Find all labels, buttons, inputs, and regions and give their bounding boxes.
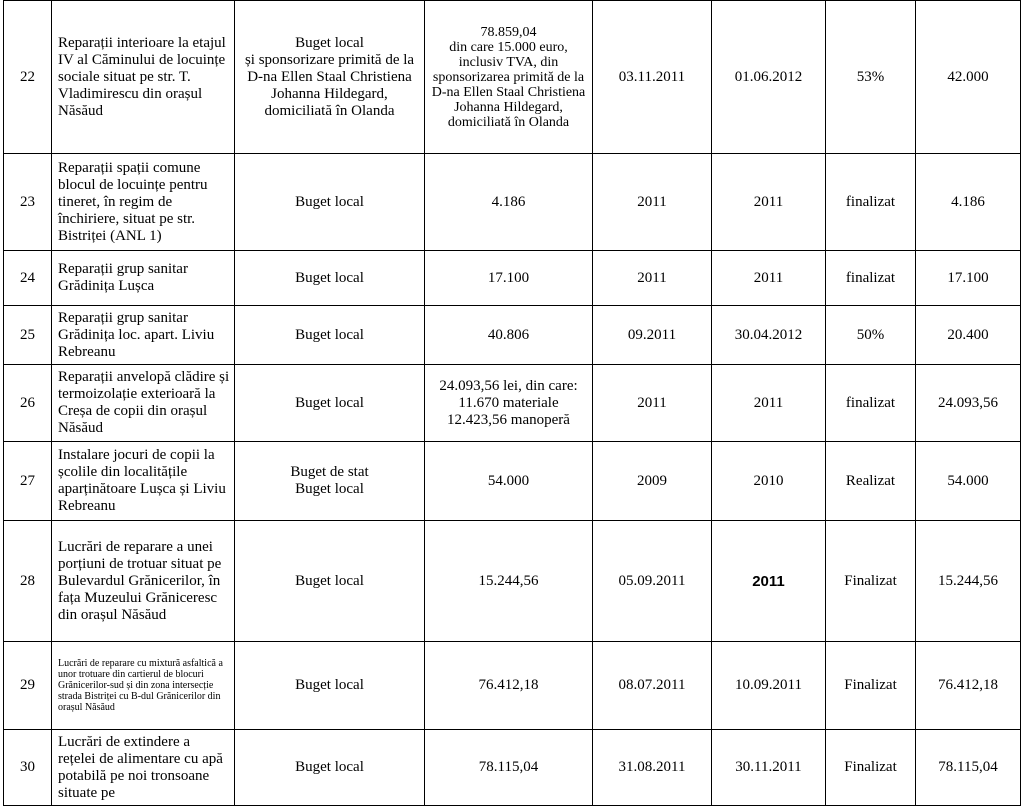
end-date: 30.11.2011	[712, 730, 826, 806]
end-date: 2011	[712, 154, 826, 251]
progress-status: finalizat	[826, 251, 916, 306]
table-row	[4, 442, 1021, 521]
start-date: 05.09.2011	[593, 521, 712, 642]
end-date: 2010	[712, 442, 826, 521]
total-value: 17.100	[425, 251, 593, 306]
progress-status: Finalizat	[826, 730, 916, 806]
progress-status: Finalizat	[826, 521, 916, 642]
table-row	[4, 154, 1021, 251]
row-number: 29	[4, 642, 52, 730]
amount-paid: 76.412,18	[916, 642, 1021, 730]
table-row	[4, 1, 1021, 154]
work-description: Lucrări de reparare cu mixtură asfaltică a unor trotuare din cartierul de blocuri Grănicerilor-sud și din zona intersecție strada Bistriței cu B-dul Grănicerilor din orașul Năsăud	[52, 642, 235, 730]
table-row	[4, 365, 1021, 442]
work-description: Lucrări de extindere a rețelei de alimentare cu apă potabilă pe noi tronsoane situate pe	[52, 730, 235, 806]
work-description: Reparații anvelopă clădire și termoizolație exterioară la Creșa de copii din orașul Năsăud	[52, 365, 235, 442]
table-row	[4, 306, 1021, 365]
table-row	[4, 730, 1021, 806]
amount-paid: 20.400	[916, 306, 1021, 365]
row-number: 23	[4, 154, 52, 251]
start-date: 09.2011	[593, 306, 712, 365]
work-description: Reparații spații comune blocul de locuințe pentru tineret, în regim de închiriere, situat pe str. Bistriței (ANL 1)	[52, 154, 235, 251]
row-number: 24	[4, 251, 52, 306]
amount-paid: 17.100	[916, 251, 1021, 306]
total-value: 4.186	[425, 154, 593, 251]
start-date: 2009	[593, 442, 712, 521]
amount-paid: 4.186	[916, 154, 1021, 251]
table-row	[4, 642, 1021, 730]
funding-source: Buget local	[235, 154, 425, 251]
work-description: Reparații grup sanitar Grădinița loc. apart. Liviu Rebreanu	[52, 306, 235, 365]
start-date: 2011	[593, 365, 712, 442]
work-description: Reparații grup sanitar Grădinița Lușca	[52, 251, 235, 306]
row-number: 27	[4, 442, 52, 521]
funding-source: Buget local	[235, 251, 425, 306]
amount-paid: 42.000	[916, 1, 1021, 154]
row-number: 30	[4, 730, 52, 806]
total-value: 54.000	[425, 442, 593, 521]
total-value: 40.806	[425, 306, 593, 365]
progress-status: Realizat	[826, 442, 916, 521]
total-value: 78.115,04	[425, 730, 593, 806]
end-date: 30.04.2012	[712, 306, 826, 365]
table-row	[4, 251, 1021, 306]
end-date: 2011	[712, 521, 826, 642]
work-description: Lucrări de reparare a unei porțiuni de trotuar situat pe Bulevardul Grănicerilor, în fața Muzeului Grăniceresc din orașul Năsăud	[52, 521, 235, 642]
progress-status: 50%	[826, 306, 916, 365]
amount-paid: 78.115,04	[916, 730, 1021, 806]
amount-paid: 15.244,56	[916, 521, 1021, 642]
start-date: 2011	[593, 154, 712, 251]
progress-status: 53%	[826, 1, 916, 154]
progress-status: finalizat	[826, 365, 916, 442]
table-row	[4, 521, 1021, 642]
start-date: 08.07.2011	[593, 642, 712, 730]
work-description: Instalare jocuri de copii la școlile din localitățile aparținătoare Lușca și Liviu Rebreanu	[52, 442, 235, 521]
total-value: 76.412,18	[425, 642, 593, 730]
start-date: 03.11.2011	[593, 1, 712, 154]
row-number: 22	[4, 1, 52, 154]
funding-source: Buget local	[235, 730, 425, 806]
funding-source: Buget local	[235, 306, 425, 365]
total-value: 15.244,56	[425, 521, 593, 642]
end-date: 01.06.2012	[712, 1, 826, 154]
end-date: 2011	[712, 365, 826, 442]
amount-paid: 24.093,56	[916, 365, 1021, 442]
progress-status: Finalizat	[826, 642, 916, 730]
funding-source: Buget local	[235, 365, 425, 442]
start-date: 2011	[593, 251, 712, 306]
progress-status: finalizat	[826, 154, 916, 251]
funding-source: Buget de stat Buget local	[235, 442, 425, 521]
work-description: Reparații interioare la etajul IV al Căminului de locuințe sociale situat pe str. T. Vladimirescu din orașul Năsăud	[52, 1, 235, 154]
amount-paid: 54.000	[916, 442, 1021, 521]
end-date: 10.09.2011	[712, 642, 826, 730]
funding-source: Buget local	[235, 642, 425, 730]
row-number: 25	[4, 306, 52, 365]
end-date: 2011	[712, 251, 826, 306]
funding-source: Buget local	[235, 521, 425, 642]
funding-source: Buget local și sponsorizare primită de la D-na Ellen Staal Christiena Johanna Hildegard, domiciliată în Olanda	[235, 1, 425, 154]
investments-table	[3, 0, 1021, 806]
row-number: 28	[4, 521, 52, 642]
start-date: 31.08.2011	[593, 730, 712, 806]
row-number: 26	[4, 365, 52, 442]
total-value: 78.859,04 din care 15.000 euro, inclusiv TVA, din sponsorizarea primită de la D-na Ellen Staal Christiena Johanna Hildegard, domiciliată în Olanda	[425, 1, 593, 154]
total-value: 24.093,56 lei, din care: 11.670 materiale 12.423,56 manoperă	[425, 365, 593, 442]
